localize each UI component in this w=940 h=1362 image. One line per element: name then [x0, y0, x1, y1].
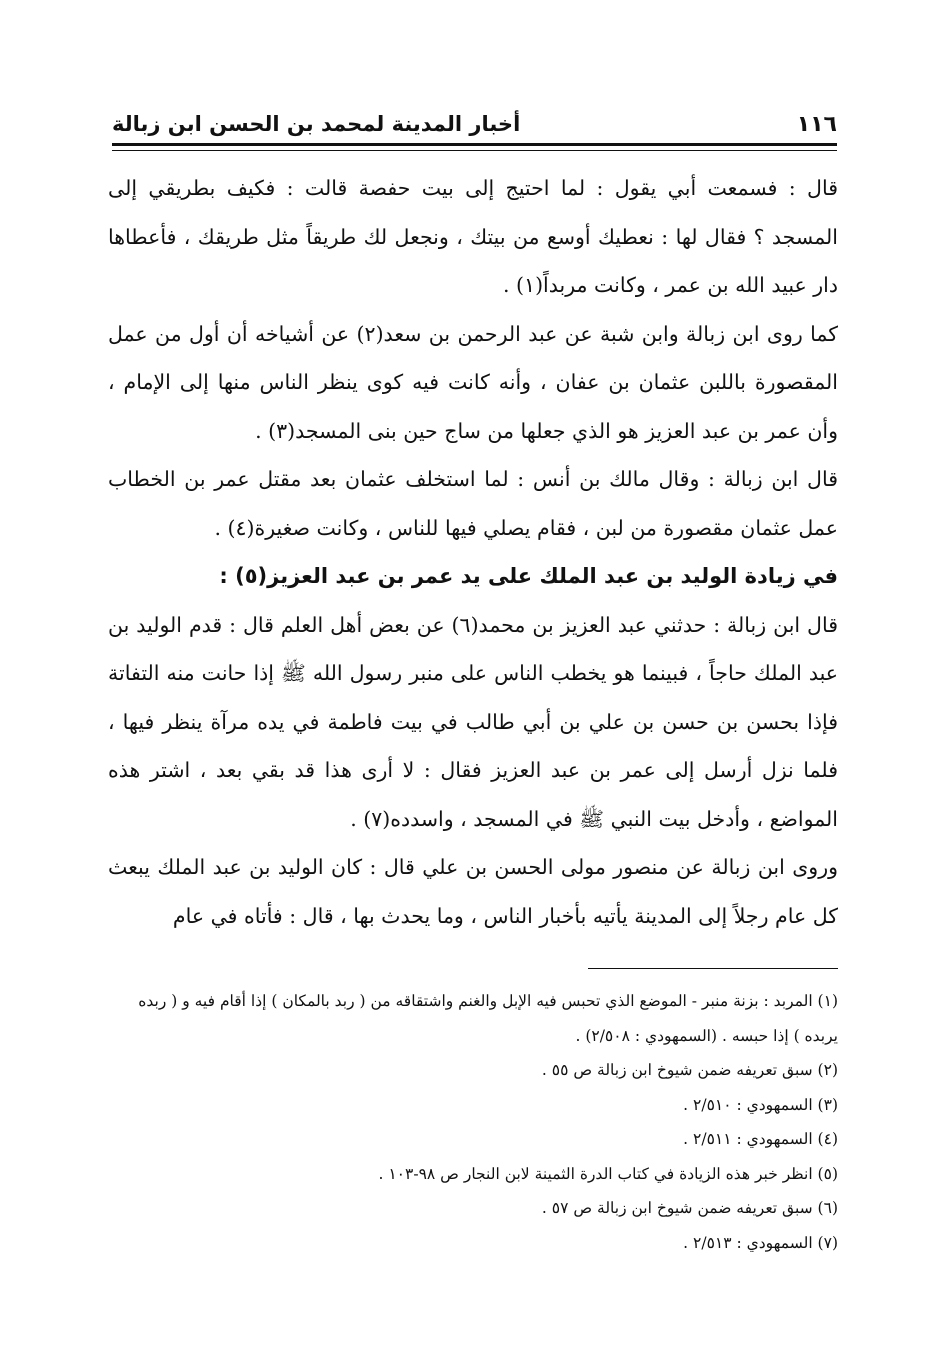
footnotes	[108, 984, 838, 1260]
paragraph-4: قال ابن زبالة : حدثني عبد العزيز بن محمد(٦) عن بعض أهل العلم قال : قدم الوليد بن عبد الملك حاجاً ، فبينما هو يخطب الناس على منبر رسول الله ﷺ إذا حانت منه التفاتة فإذا بحسن بن حسن بن علي بن أبي طالب في بيت فاطمة في يده مرآة ينظر فيها ، فلما نزل أرسل إلى عمر بن عبد العزيز فقال : لا أرى هذا قد بقي بعد ، اشتر هذه المواضع ، وأدخل بيت النبي ﷺ في المسجد ، واسدده(٧) .	[108, 612, 838, 831]
footnote-4: (٤) السمهودي : ٢/٥١١ .	[683, 1130, 838, 1148]
footnote-2: (٢) سبق تعريفه ضمن شيوخ ابن زبالة ص ٥٥ .	[541, 1061, 838, 1079]
section-heading: في زيادة الوليد بن عبد الملك على يد عمر بن عبد العزيز(٥) :	[219, 564, 838, 588]
main-text	[108, 164, 838, 940]
footnote-separator	[588, 968, 838, 969]
footnote-6: (٦) سبق تعريفه ضمن شيوخ ابن زبالة ص ٥٧ .	[541, 1199, 838, 1217]
running-title: أخبار المدينة لمحمد بن الحسن ابن زبالة	[112, 112, 521, 136]
footnote-3: (٣) السمهودي : ٢/٥١٠ .	[683, 1095, 838, 1114]
page-number: ١١٦	[796, 111, 837, 137]
paragraph-3: قال ابن زبالة : وقال مالك بن أنس : لما استخلف عثمان بعد مقتل عمر بن الخطاب عمل عثمان مقصورة من لبن ، فقام يصلي فيها للناس ، وكانت صغيرة(٤) .	[108, 467, 838, 540]
footnote-5: (٥) انظر خبر هذه الزيادة في كتاب الدرة الثمينة لابن النجار ص ٩٨-١٠٣ .	[378, 1164, 838, 1183]
page-header	[112, 106, 837, 142]
paragraph-1: قال : فسمعت أبي يقول : لما احتيج إلى بيت حفصة قالت : فكيف بطريقي إلى المسجد ؟ فقال لها : نعطيك أوسع من بيتك ، ونجعل لك طريقاً مثل طريقك ، فأعطاها دار عبيد الله بن عمر ، وكانت مربداً(١) .	[108, 176, 838, 297]
header-rule-thick	[112, 143, 837, 146]
paragraph-2: كما روى ابن زبالة وابن شبة عن عبد الرحمن بن سعد(٢) عن أشياخه أن أول من عمل المقصورة باللبن عثمان بن عفان ، وأنه كانت فيه كوى ينظر الناس منها إلى الإمام ، وأن عمر بن عبد العزيز هو الذي جعلها من ساج حين بنى المسجد(٣) .	[108, 321, 838, 443]
footnote-1: (١) المربد : بزنة منبر - الموضع الذي تحبس فيه الإبل والغنم واشتقاقه من ( ربد بالمكان ) إذا أقام فيه و ( ربده يربده ) إذا حبسه . (السمهودي : ٢/٥٠٨) .	[138, 992, 838, 1045]
header-rule-thin	[112, 150, 837, 151]
paragraph-5: وروى ابن زبالة عن منصور مولى الحسن بن علي قال : كان الوليد بن عبد الملك يبعث كل عام رجلاً إلى المدينة يأتيه بأخبار الناس ، وما يحدث بها ، قال : فأتاه في عام	[108, 855, 838, 928]
footnote-7: (٧) السمهودي : ٢/٥١٣ .	[683, 1233, 838, 1252]
